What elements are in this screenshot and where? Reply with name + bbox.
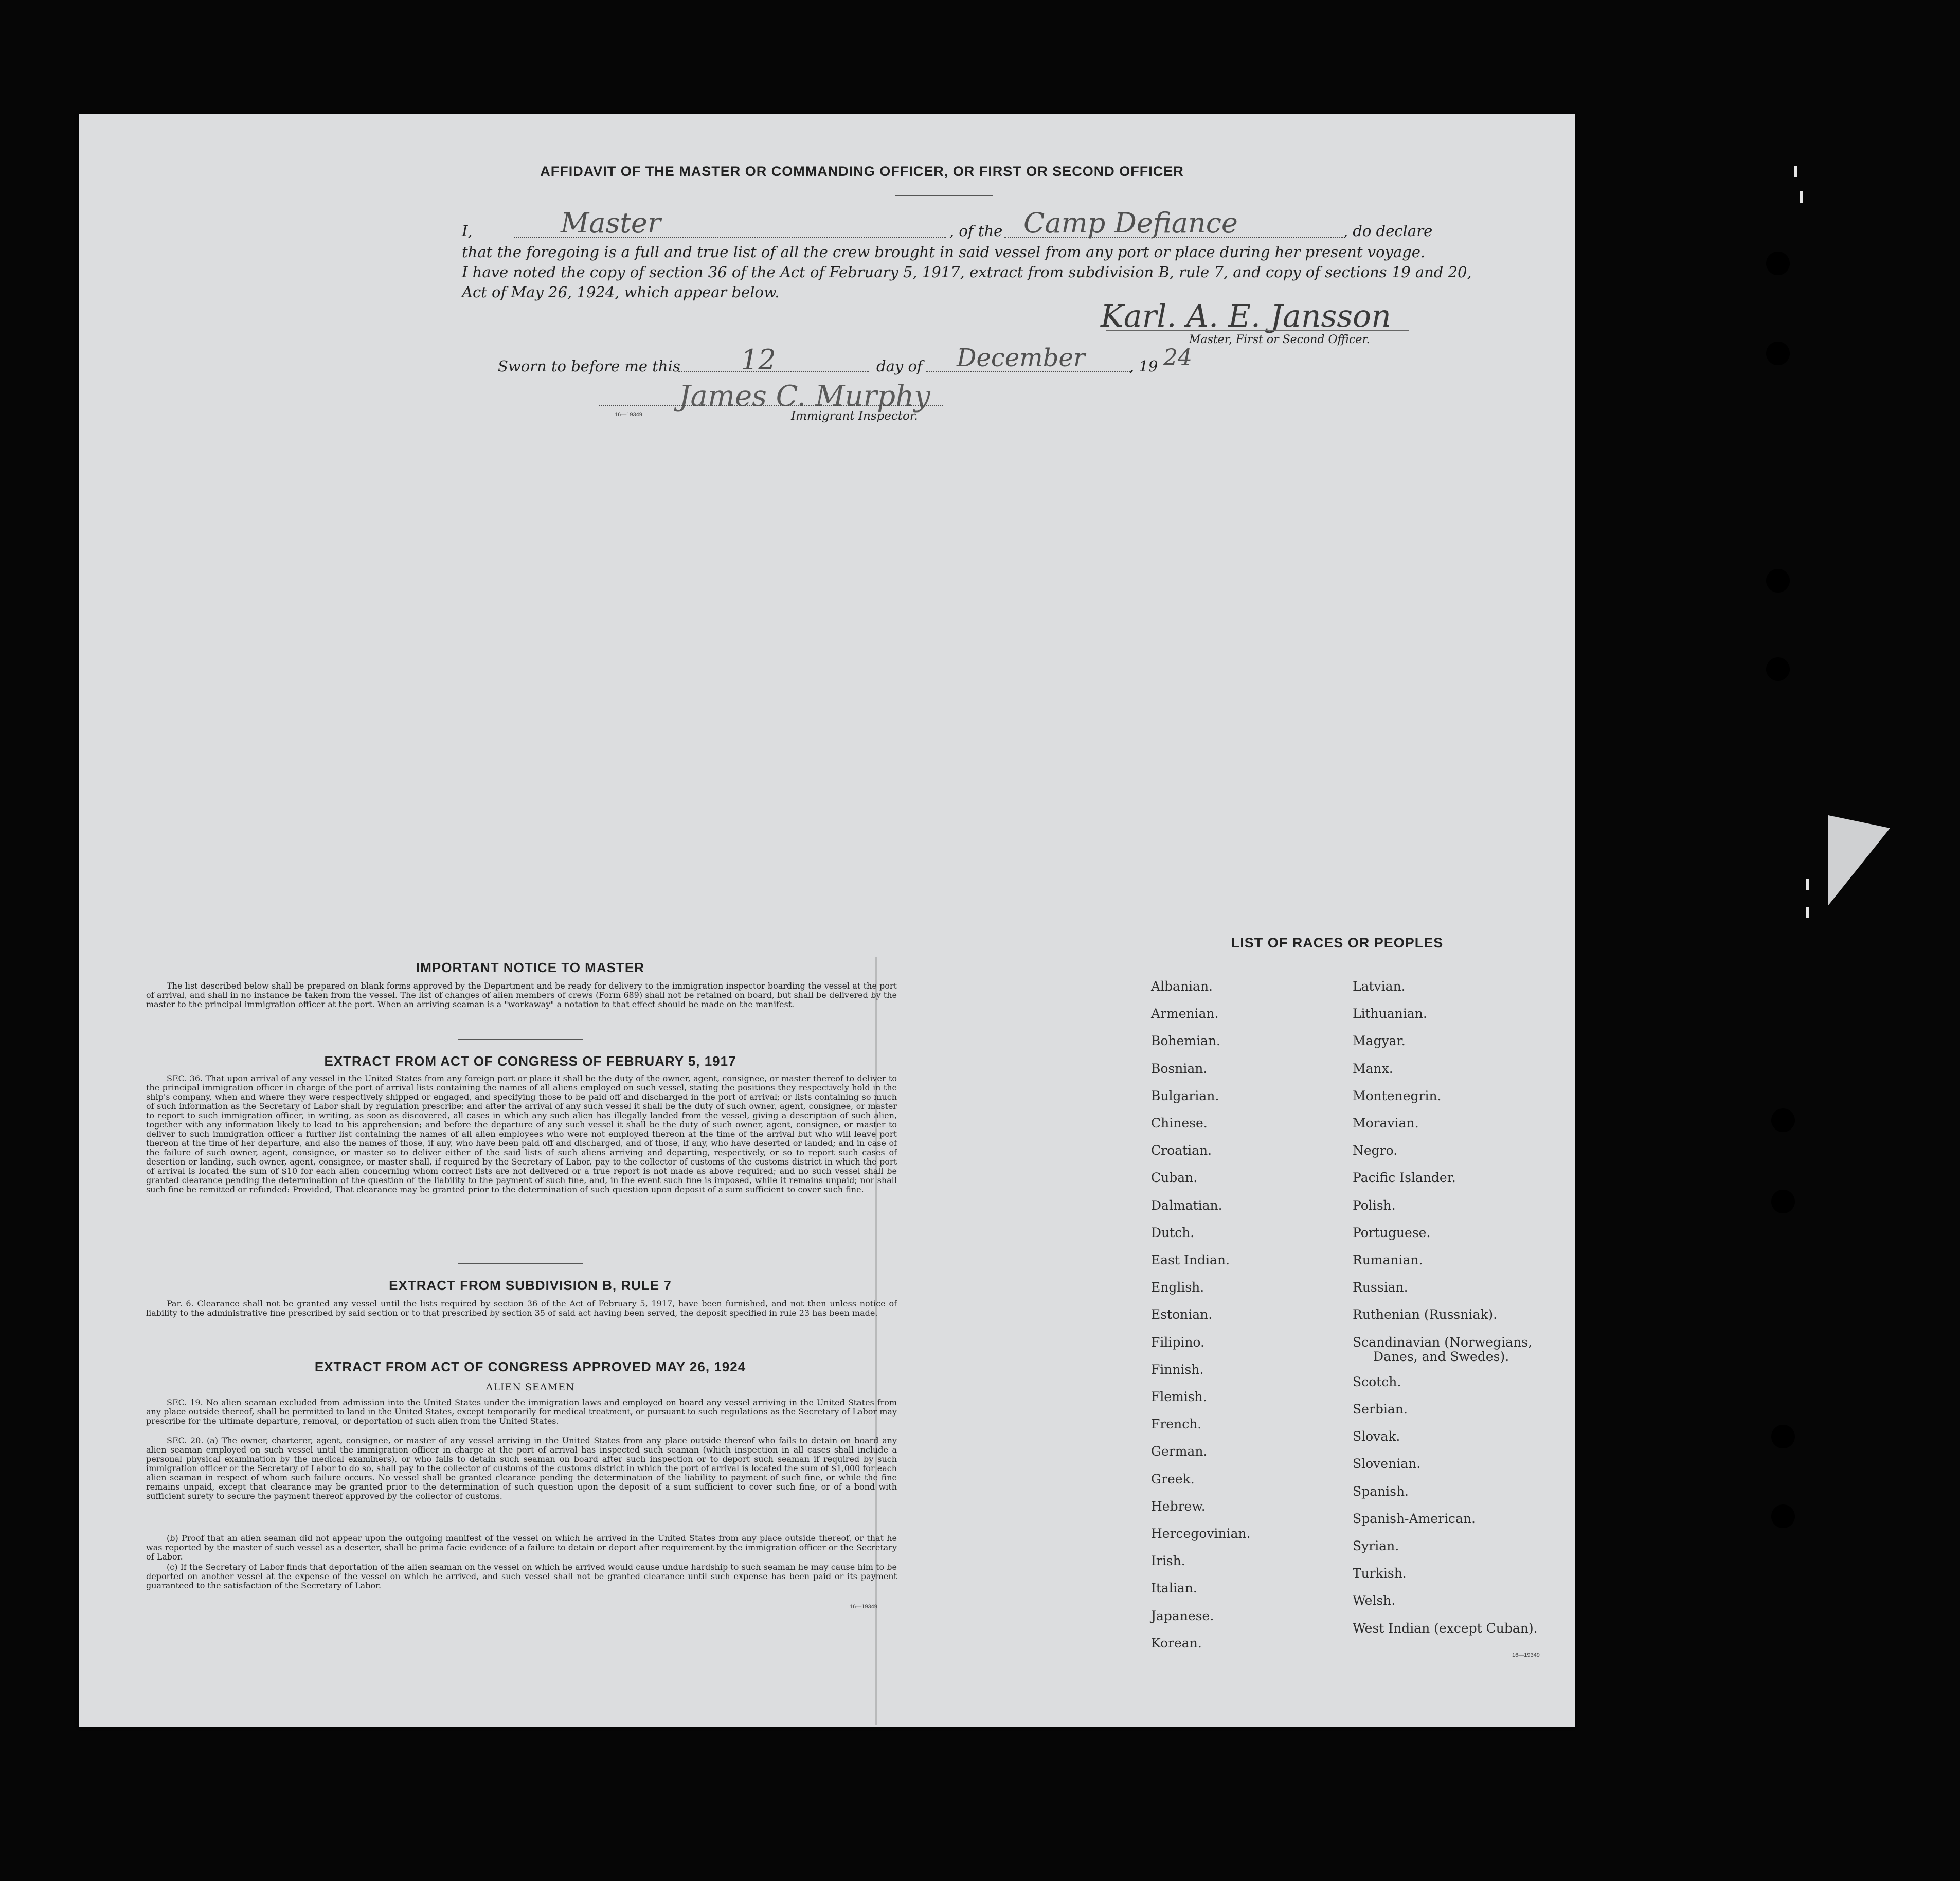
race-item: Negro. (1353, 1143, 1398, 1158)
race-item: Scandinavian (Norwegians, (1353, 1334, 1532, 1350)
punch-hole (1771, 1190, 1795, 1213)
race-item: Finnish. (1151, 1362, 1204, 1377)
divider (458, 1263, 583, 1264)
name-handwritten: Master (561, 207, 661, 239)
edge-mark (1794, 166, 1797, 177)
race-item: Slovak. (1353, 1429, 1400, 1444)
race-item: Armenian. (1151, 1006, 1219, 1022)
divider (458, 1039, 583, 1040)
edge-mark (1806, 879, 1809, 890)
affidavit-line-2: that the foregoing is a full and true list of all the crew brought in said vessel from any port or place during her present voyage. (462, 243, 1426, 261)
race-item: Estonian. (1151, 1307, 1213, 1322)
race-item: Lithuanian. (1353, 1006, 1427, 1022)
title-divider (895, 195, 993, 196)
races-title: LIST OF RACES OR PEOPLES (1231, 935, 1444, 951)
master-signature: Karl. A. E. Jansson (1101, 298, 1391, 334)
inspector-caption: Immigrant Inspector. (791, 409, 918, 423)
race-item: Chinese. (1151, 1116, 1208, 1131)
year-handwritten: 24 (1163, 345, 1192, 371)
sec20b-text: (b) Proof that an alien seaman did not appear upon the outgoing manifest of the vessel on which he arrived in the United States from any place outside thereof, or that he was reported by the master of such vessel as a deserter, shall be prima facie evidence of a failure to detain or deport after requirement by the immigration officer or the Secretary of Labor. (146, 1533, 897, 1562)
race-item: French. (1151, 1417, 1202, 1432)
affidavit-line-4: Act of May 26, 1924, which appear below. (462, 283, 780, 301)
punch-hole (1766, 569, 1790, 593)
race-item: Slovenian. (1353, 1456, 1421, 1472)
race-item: Ruthenian (Russniak). (1353, 1307, 1498, 1322)
year-prefix: , 19 (1129, 357, 1158, 375)
subdivision-b-text: Par. 6. Clearance shall not be granted any vessel until the lists required by section 36 of the Act of February 5, 1917, have been furnished, and not then unless notice of liability to the administrative fine prescribed by said section or to that prescribed by section 35 of said act having been served, the deposit specified in rule 23 has been made. (146, 1299, 897, 1318)
extract-1917-title: EXTRACT FROM ACT OF CONGRESS OF FEBRUARY 5, 1917 (324, 1053, 736, 1069)
race-item: Dalmatian. (1151, 1197, 1222, 1213)
race-item: Montenegrin. (1353, 1088, 1442, 1103)
race-item: Manx. (1353, 1061, 1393, 1076)
sec19-text: SEC. 19. No alien seaman excluded from admission into the United States under the immigration laws and employed on board any vessel arriving in the United States from any place outside thereof, shall be permitted to land in the United States, except temporarily for medical treatment, or pursuant to such regulations as the Secretary of Labor may prescribe for the ultimate departure, removal, or deportation of such alien from the United States. (146, 1398, 897, 1426)
race-item: Italian. (1151, 1581, 1197, 1596)
punch-hole (1771, 1504, 1795, 1528)
punch-hole (1771, 1425, 1795, 1448)
race-item: Dutch. (1151, 1225, 1195, 1240)
of-the-label: , of the (949, 222, 1003, 240)
race-item: Greek. (1151, 1471, 1195, 1486)
race-item: West Indian (except Cuban). (1353, 1620, 1538, 1636)
notice-text: The list described below shall be prepared on blank forms approved by the Department and be ready for delivery to the immigration inspector boarding the vessel at the port of arrival, and shall in no instance be taken from the vessel. The list of changes of alien members of crews (Form 689) shall not be retained on board, but shall be delivered by the master to the principal immigration officer at the port. When an arriving seaman is a "workaway" a notation to that effect should be made on the manifest. (146, 981, 897, 1009)
alien-seamen-subtitle: ALIEN SEAMEN (485, 1382, 575, 1393)
race-item: Magyar. (1353, 1033, 1406, 1049)
race-item: Irish. (1151, 1553, 1185, 1569)
punch-hole (1766, 252, 1790, 275)
inspector-line (599, 405, 943, 406)
race-item: Moravian. (1353, 1116, 1419, 1131)
vessel-handwritten: Camp Defiance (1023, 207, 1238, 239)
extract-1917-text: SEC. 36. That upon arrival of any vessel in the United States from any foreign port or place it shall be the duty of the owner, agent, consignee, or master thereof to deliver to the principal immigration officer in charge of the port of arrival lists containing the names of all aliens employed on such vessel, stating the positions they respectively hold in the ship's company, when and where they were respectively shipped or engaged, and specifying those to be paid off and discharged in the port of arrival; or lists containing so much of such information as the Secretary of Labor shall by regulation prescribe; and after the arrival of any such vessel it shall be the duty of such owner, agent, consignee, or master to report to such immigration officer, in writing, as soon as discovered, all cases in which any such alien has illegally landed from the vessel, giving a description of such alien, together with any information likely to lead to his apprehension; and before the departure of any such vessel it shall be the duty of such owner, agent, consignee, or master to deliver to such immigration officer a further list containing the names of all alien employees who were not employed thereon at the time of the arrival but who will leave port thereon at the time of her departure, and also the names of those, if any, who have been paid off and discharged, and of those, if any, who have deserted or landed; and in case of the failure of such owner, agent, consignee, or master so to deliver either of the said lists of such aliens arriving and departing, respectively, or so to report such cases of desertion or landing, such owner, agent, consignee, or master shall, if required by the Secretary of Labor, pay to the collector of customs of the customs district in which the port of arrival is located the sum of $10 for each alien concerning whom correct lists are not delivered or a true report is not made as above required; and no such vessel shall be granted clearance pending the determination of the question of the liability to the payment of such fine, and, in the event such fine is imposed, while it remains unpaid; nor shall such fine be remitted or refunded: Provided, That clearance may be granted prior to the determination of such question upon deposit of a sum sufficient to cover such fine. (146, 1073, 897, 1194)
subdivision-b-title: EXTRACT FROM SUBDIVISION B, RULE 7 (389, 1278, 672, 1293)
signature-line (1106, 330, 1409, 331)
race-item: Korean. (1151, 1635, 1202, 1651)
notice-title: IMPORTANT NOTICE TO MASTER (416, 960, 644, 975)
race-item: Syrian. (1353, 1538, 1399, 1553)
race-item: Cuban. (1151, 1170, 1198, 1186)
race-item: Polish. (1353, 1197, 1396, 1213)
race-item: Albanian. (1151, 979, 1213, 994)
race-item: Bohemian. (1151, 1033, 1220, 1049)
affidavit-title: AFFIDAVIT OF THE MASTER OR COMMANDING OFFICER, OR FIRST OR SECOND OFFICER (540, 164, 1184, 179)
do-declare-label: , do declare (1343, 222, 1433, 240)
master-caption: Master, First or Second Officer. (1189, 333, 1370, 346)
race-item: Spanish. (1353, 1483, 1409, 1499)
sworn-label: Sworn to before me this (498, 357, 680, 375)
race-item: Flemish. (1151, 1389, 1207, 1404)
race-item: Hercegovinian. (1151, 1526, 1251, 1541)
race-item: English. (1151, 1280, 1204, 1295)
day-of-label: day of (876, 357, 923, 375)
race-item: Croatian. (1151, 1143, 1212, 1158)
edge-mark (1806, 907, 1809, 918)
race-item: Danes, and Swedes). (1373, 1349, 1509, 1364)
sec20a-text: SEC. 20. (a) The owner, charterer, agent, consignee, or master of any vessel arriving in the United States from any place outside thereof who fails to detain on board any alien seaman employed on such vessel until the immigration officer in charge at the port of arrival has inspected such seaman (which inspection in all cases shall include a personal physical examination by the medical examiners), or who fails to detain such seaman on board after such inspection or to deport such seaman if required by such immigration officer or the Secretary of Labor to do so, shall pay to the collector of customs of the customs district in which the port of arrival is located the sum of $1,000 for each alien seaman in respect of whom such failure occurs. No vessel shall be granted clearance pending the determination of the liability to payment of such fine, or while the fine remains unpaid, except that clearance may be granted prior to the determination of such question upon the deposit of a sum sufficient to cover such fine, or of a bond with sufficient surety to secure the payment thereof approved by the collector of customs. (146, 1436, 897, 1501)
race-item: German. (1151, 1444, 1208, 1459)
extract-1924-title: EXTRACT FROM ACT OF CONGRESS APPROVED MAY 26, 1924 (314, 1359, 746, 1374)
form-number: 16—19349 (1512, 1652, 1540, 1658)
affidavit-line-3: I have noted the copy of section 36 of the Act of February 5, 1917, extract from subdivision B, rule 7, and copy of sections 19 and 20, (462, 263, 1472, 281)
race-item: Bulgarian. (1151, 1088, 1219, 1103)
inspector-signature: James C. Murphy (679, 380, 930, 413)
race-item: Pacific Islander. (1353, 1170, 1456, 1186)
race-item: East Indian. (1151, 1252, 1230, 1267)
race-item: Portuguese. (1353, 1225, 1431, 1240)
punch-hole (1771, 1108, 1795, 1132)
punch-hole (1766, 657, 1790, 681)
form-number: 16—19349 (615, 411, 642, 418)
sec20c-text: (c) If the Secretary of Labor finds that deportation of the alien seaman on the vessel on which he arrived would cause undue hardship to such seaman he may cause him to be deported on another vessel at the expense of the vessel on which he arrived, and such vessel shall not be granted clearance until such expense has been paid or its payment guaranteed to the satisfaction of the Secretary of Labor. (146, 1562, 897, 1590)
race-item: Rumanian. (1353, 1252, 1423, 1267)
race-item: Turkish. (1353, 1566, 1407, 1581)
punch-hole (1766, 342, 1790, 365)
paper-tab (1828, 815, 1890, 905)
race-item: Japanese. (1151, 1608, 1214, 1623)
month-handwritten: December (957, 344, 1085, 372)
race-item: Spanish-American. (1353, 1511, 1476, 1526)
day-handwritten: 12 (741, 344, 776, 376)
race-item: Hebrew. (1151, 1498, 1206, 1514)
edge-mark (1800, 191, 1803, 203)
race-item: Serbian. (1353, 1402, 1408, 1417)
race-item: Scotch. (1353, 1374, 1401, 1389)
race-item: Welsh. (1353, 1593, 1396, 1608)
race-item: Russian. (1353, 1280, 1408, 1295)
race-item: Filipino. (1151, 1334, 1204, 1350)
form-number: 16—19349 (850, 1604, 877, 1610)
i-label: I, (462, 222, 473, 240)
race-item: Bosnian. (1151, 1061, 1208, 1076)
race-item: Latvian. (1353, 979, 1406, 994)
